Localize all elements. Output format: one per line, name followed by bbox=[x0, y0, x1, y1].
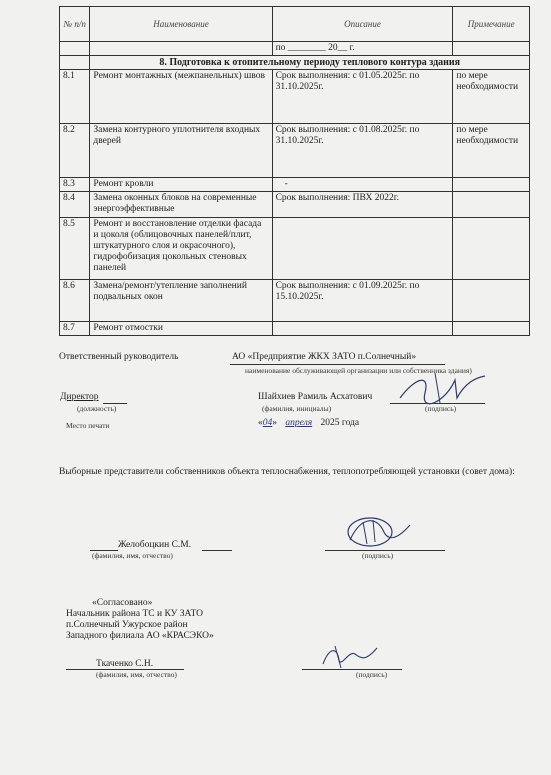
row-note bbox=[453, 322, 530, 336]
plan-table bbox=[59, 6, 530, 336]
row-desc: Срок выполнения: ПВХ 2022г. bbox=[272, 192, 453, 218]
row-desc: Срок выполнения: с 01.09.2025г. по 15.10.2025г. bbox=[272, 280, 453, 322]
table-row bbox=[60, 178, 530, 192]
row-num: 8.6 bbox=[60, 280, 90, 322]
row-name: Ремонт кровли bbox=[90, 178, 272, 192]
row-num: 8.3 bbox=[60, 178, 90, 192]
cont-cell-empty bbox=[90, 42, 272, 56]
row-num: 8.2 bbox=[60, 124, 90, 178]
date-quote-open: « bbox=[258, 418, 263, 428]
agreed-signature-icon bbox=[315, 640, 385, 672]
row-name: Замена контурного уплотнителя входных дверей bbox=[90, 124, 272, 178]
row-name: Замена оконных блоков на современные энергоэффективные bbox=[90, 192, 272, 218]
stamp-place: Место печати bbox=[66, 421, 110, 430]
header-name: Наименование bbox=[90, 7, 272, 42]
table-row bbox=[60, 192, 530, 218]
row-desc bbox=[272, 218, 453, 280]
agreed-sign-caption: (подпись) bbox=[356, 670, 388, 679]
row-desc bbox=[272, 322, 453, 336]
representative-sign-caption: (подпись) bbox=[362, 551, 394, 560]
representative-name-caption: (фамилия, имя, отчество) bbox=[92, 551, 173, 560]
representative-name: Желобоцкин С.М. bbox=[118, 540, 192, 550]
name-caption: (фамилия, инициалы) bbox=[262, 404, 332, 413]
row-note: по мере необходимости bbox=[453, 124, 530, 178]
representatives-text: Выборные представители собственников объекта теплоснабжения, теплопотребляющей установки (совет дома): bbox=[59, 467, 515, 477]
cont-cell-empty bbox=[60, 42, 90, 56]
row-note bbox=[453, 280, 530, 322]
date-day: 04 bbox=[262, 418, 273, 428]
row-num: 8.4 bbox=[60, 192, 90, 218]
row-name: Ремонт и восстановление отделки фасада и цоколя (облицовочных панелей/плит, штукатурного слоя и окрасочного), гидрофобизация цокольных стеновых панелей bbox=[90, 218, 272, 280]
date-month: апреля bbox=[285, 418, 313, 428]
org-caption: наименование обслуживающей организации или собственника здания) bbox=[245, 366, 472, 375]
row-num: 8.5 bbox=[60, 218, 90, 280]
header-desc: Описание bbox=[272, 7, 453, 42]
agreed-line3: Западного филиала АО «КРАСЭКО» bbox=[66, 631, 214, 641]
row-desc: - bbox=[272, 178, 453, 192]
row-num: 8.7 bbox=[60, 322, 90, 336]
sign-caption: (подпись) bbox=[425, 404, 457, 413]
agreed-line2: п.Солнечный Ужурское район bbox=[66, 620, 188, 630]
row-note: по мере необходимости bbox=[453, 70, 530, 124]
table-row bbox=[60, 322, 530, 336]
row-desc: Срок выполнения: с 01.08.2025г. по 31.10.2025г. bbox=[272, 124, 453, 178]
agreed-name-caption: (фамилия, имя, отчество) bbox=[96, 670, 177, 679]
row-name: Ремонт монтажных (межпанельных) швов bbox=[90, 70, 272, 124]
date-quote-close: » bbox=[272, 418, 277, 428]
agreed-title: «Согласовано» bbox=[92, 598, 153, 608]
header-note: Примечание bbox=[453, 7, 530, 42]
sign-date bbox=[258, 418, 359, 428]
date-year: 2025 года bbox=[320, 418, 360, 428]
table-row bbox=[60, 280, 530, 322]
row-desc: Срок выполнения: с 01.05.2025г. по 31.10.2025г. bbox=[272, 70, 453, 124]
agreed-name: Ткаченко С.Н. bbox=[96, 659, 154, 669]
row-num: 8.1 bbox=[60, 70, 90, 124]
responsible-org: АО «Предприятие ЖКХ ЗАТО п.Солнечный» bbox=[232, 352, 417, 362]
section-title: 8. Подготовка к отопительному периоду теплового контура здания bbox=[90, 56, 530, 70]
table-row bbox=[60, 124, 530, 178]
row-note bbox=[453, 218, 530, 280]
table-row bbox=[60, 70, 530, 124]
position-value: Директор bbox=[60, 392, 99, 402]
responsible-name: Шайхиев Рамиль Асхатович bbox=[258, 392, 373, 402]
representative-signature-icon bbox=[335, 510, 415, 552]
table-row bbox=[60, 218, 530, 280]
responsible-label: Ответственный руководитель bbox=[59, 352, 179, 362]
row-note bbox=[453, 178, 530, 192]
agreed-line1: Начальник района ТС и КУ ЗАТО bbox=[66, 609, 204, 619]
row-name: Замена/ремонт/утепление заполнений подвальных окон bbox=[90, 280, 272, 322]
row-name: Ремонт отмостки bbox=[90, 322, 272, 336]
header-num: № п/п bbox=[60, 7, 90, 42]
row-note bbox=[453, 192, 530, 218]
continuation-text: по ________ 20__ г. bbox=[272, 42, 453, 56]
director-signature-icon bbox=[395, 368, 490, 408]
position-caption: (должность) bbox=[77, 404, 117, 413]
cont-cell-empty bbox=[453, 42, 530, 56]
